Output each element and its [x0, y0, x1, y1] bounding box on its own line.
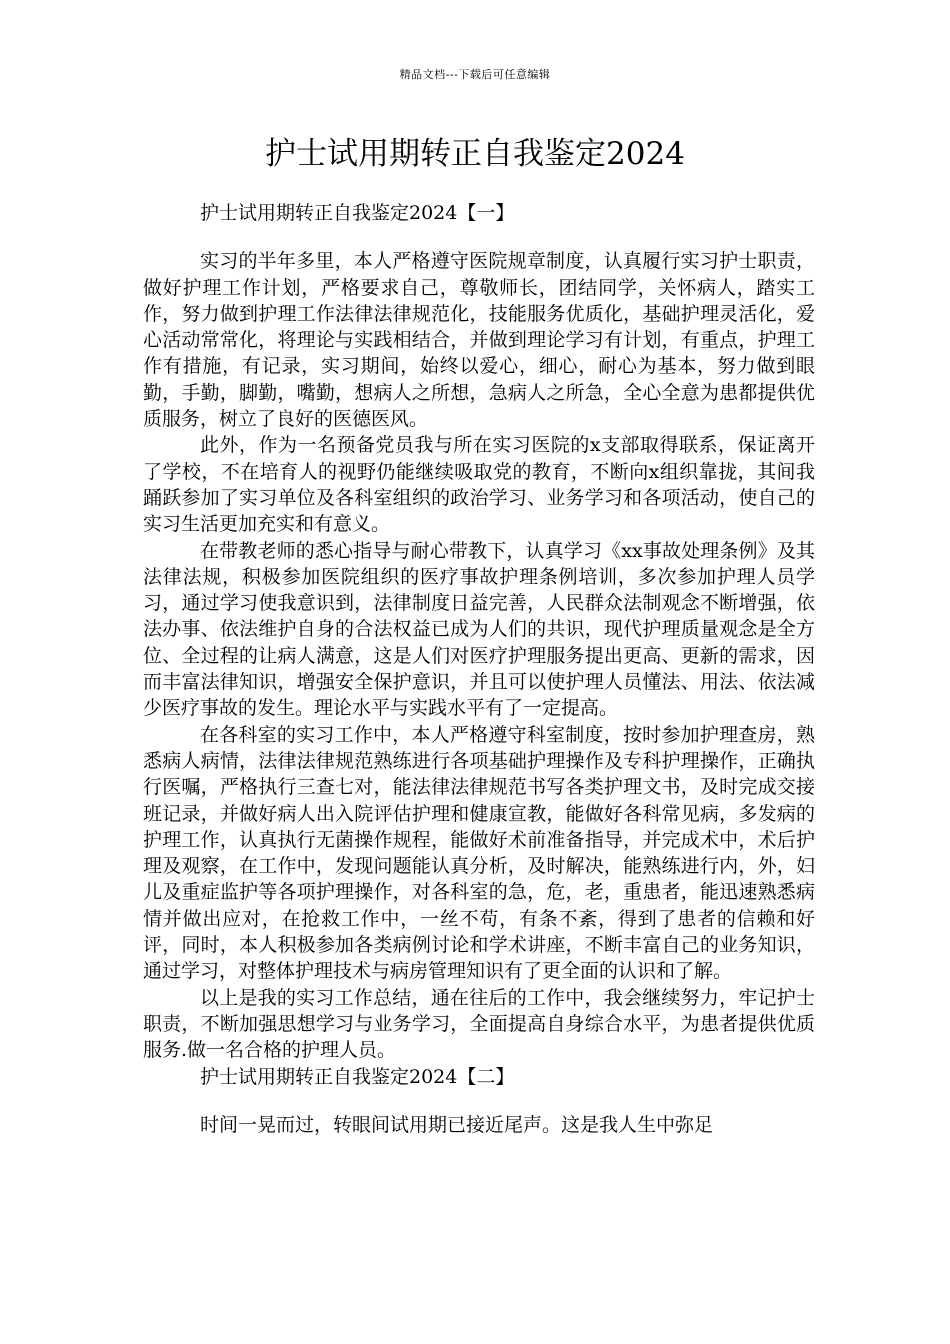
- section-heading-2: 护士试用期转正自我鉴定2024【二】: [200, 1065, 515, 1088]
- paragraph: 以上是我的实习工作总结，通在往后的工作中，我会继续努力，牢记护士职责，不断加强思想学习与业务学习，全面提高自身综合水平，为患者提供优质服务.做一名合格的护理人员。: [143, 986, 815, 1062]
- document-body: [143, 200, 815, 1138]
- section-heading-1: 护士试用期转正自我鉴定2024【一】: [200, 202, 515, 224]
- paragraph: 时间一晃而过，转眼间试用期已接近尾声。这是我人生中弥足: [200, 1113, 714, 1136]
- paragraph: 在带教老师的悉心指导与耐心带教下，认真学习《xx事故处理条例》及其法律法规，积极参加医院组织的医疗事故护理条例培训，多次参加护理人员学习，通过学习使我意识到，法律制度日益完善，人民群众法制观念不断增强，依法办事、依法维护自身的合法权益已成为人们的共识，现代护理质量观念是全方位、全过程的让病人满意，这是人们对医疗护理服务提出更高、更新的需求，因而丰富法律知识，增强安全保护意识，并且可以使护理人员懂法、用法、依法减少医疗事故的发生。理论水平与实践水平有了一定提高。: [143, 539, 815, 720]
- paragraph: 在各科室的实习工作中，本人严格遵守科室制度，按时参加护理查房，熟悉病人病情，法律法律规范熟练进行各项基础护理操作及专科护理操作，正确执行医嘱，严格执行三查七对，能法律法律规范书写各类护理文书，及时完成交接班记录，并做好病人出入院评估护理和健康宣教，能做好各科常见病，多发病的护理工作，认真执行无菌操作规程，能做好术前准备指导，并完成术中，术后护理及观察，在工作中，发现问题能认真分析，及时解决，能熟练进行内，外，妇儿及重症监护等各项护理操作，对各科室的急，危，老，重患者，能迅速熟悉病情并做出应对，在抢救工作中，一丝不苟，有条不紊，得到了患者的信赖和好评，同时，本人积极参加各类病例讨论和学术讲座，不断丰富自己的业务知识，通过学习，对整体护理技术与病房管理知识有了更全面的认识和了解。: [143, 723, 815, 983]
- paragraph: 此外，作为一名预备党员我与所在实习医院的x支部取得联系，保证离开了学校，不在培育人的视野仍能继续吸取党的教育，不断向x组织靠拢，其间我踊跃参加了实习单位及各科室组织的政治学习、业务学习和各项活动，使自己的实习生活更加充实和有意义。: [143, 434, 815, 536]
- paragraph: 实习的半年多里，本人严格遵守医院规章制度，认真履行实习护士职责，做好护理工作计划，严格要求自己，尊敬师长，团结同学，关怀病人，踏实工作，努力做到护理工作法律法律规范化，技能服务优质化，基础护理灵活化，爱心活动常常化，将理论与实践相结合，并做到理论学习有计划，有重点，护理工作有措施，有记录，实习期间，始终以爱心，细心，耐心为基本，努力做到眼勤，手勤，脚勤，嘴勤，想病人之所想，急病人之所急，全心全意为患都提供优质服务，树立了良好的医德医风。: [143, 250, 815, 431]
- document-title: 护士试用期转正自我鉴定2024: [265, 136, 685, 172]
- header-note: 精品文档---下载后可任意编辑: [399, 68, 551, 81]
